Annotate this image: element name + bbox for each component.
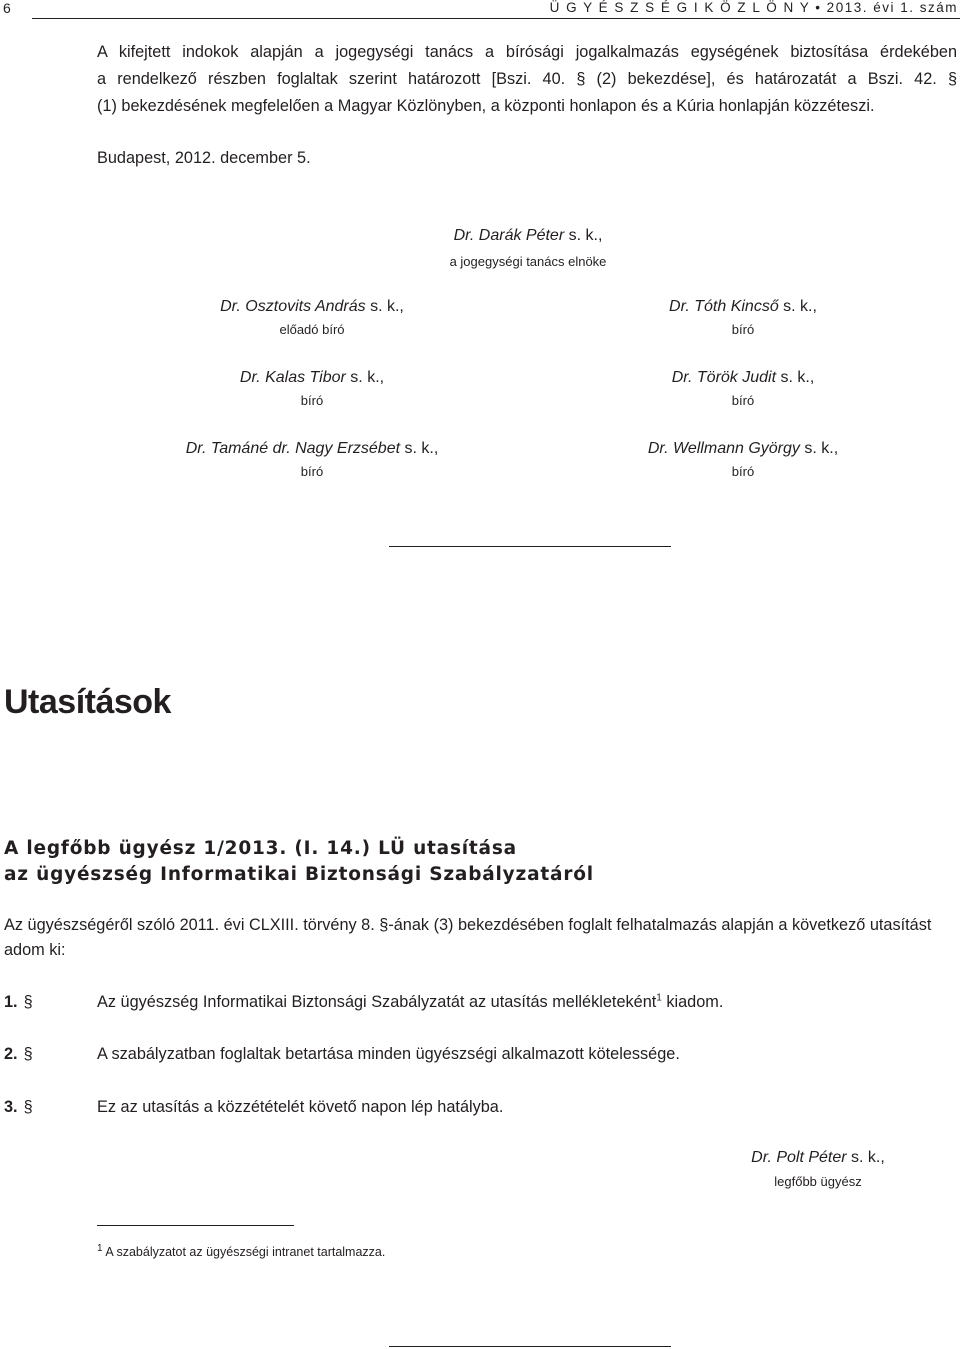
signer-role: bíró <box>731 464 755 479</box>
journal-header: Ü G Y É S Z S É G I K Ö Z L Ö N Y • 2013. évi 1. szám <box>549 0 958 15</box>
instruction-title-line-2: az ügyészség Informatikai Biztonsági Szabályzatáról <box>4 864 594 885</box>
item-text-1 <box>97 990 723 1014</box>
page-number: 6 <box>3 0 11 16</box>
footnote-ref: 1 <box>656 992 662 1004</box>
signer-suffix: s. k., <box>778 298 817 315</box>
signature-left-3 <box>152 439 472 479</box>
signer-name: Dr. Darák Péter <box>453 227 565 244</box>
signer-role: bíró <box>300 464 324 479</box>
signer-suffix: s. k., <box>345 369 385 386</box>
item-num: 1. <box>4 993 18 1011</box>
footnote <box>97 1242 386 1259</box>
signer-role: bíró <box>731 322 755 337</box>
signature-chair <box>368 226 688 269</box>
closing-paragraph-line-2: a rendelkező részben foglaltak szerint határozott [Bszi. 40. § (2) bekezdése], és határozatát a Bszi. 42. § <box>97 70 957 88</box>
signature-right-3 <box>583 439 903 479</box>
header-rule <box>32 18 960 19</box>
signature-left-1 <box>152 297 472 337</box>
signer-name: Dr. Tamáné dr. Nagy Erzsébet <box>185 440 401 457</box>
item-number-2 <box>4 1042 33 1066</box>
signer-role: a jogegységi tanács elnöke <box>449 254 607 269</box>
signer-name: Dr. Polt Péter <box>751 1149 847 1166</box>
signer-role: előadó bíró <box>279 322 345 337</box>
item-text-3: Ez az utasítás a közzétételét követő napon lép hatályba. <box>97 1098 504 1116</box>
preamble-line-1: Az ügyészségéről szóló 2011. évi CLXIII. törvény 8. §-ának (3) bekezdésében foglalt felhatalmazás alapján a következő utasítást <box>4 916 932 934</box>
signer-name: Dr. Török Judit <box>671 369 777 386</box>
signer-role: legfőbb ügyész <box>774 1174 862 1189</box>
section-sign: § <box>23 1045 33 1063</box>
preamble-line-2: adom ki: <box>4 941 66 959</box>
footnote-rule <box>97 1225 294 1226</box>
signer-suffix: s. k., <box>799 440 839 457</box>
footnote-text: A szabályzatot az ügyészségi intranet tartalmazza. <box>102 1245 386 1259</box>
signer-name: Dr. Kalas Tibor <box>239 369 346 386</box>
section-separator <box>389 546 671 547</box>
closing-paragraph-line-3: (1) bekezdésének megfelelően a Magyar Közlönyben, a központi honlapon és a Kúria honlapján közzéteszi. <box>97 97 875 115</box>
instruction-title-line-1: A legfőbb ügyész 1/2013. (I. 14.) LÜ utasítása <box>4 838 517 859</box>
signature-right-2 <box>583 368 903 408</box>
signer-suffix: s. k., <box>365 298 404 315</box>
item-number-1 <box>4 990 33 1014</box>
item-num: 3. <box>4 1098 18 1116</box>
signer-role: bíró <box>731 393 755 408</box>
closing-paragraph-line-1: A kifejtett indokok alapján a jogegységi tanács a bírósági jogalkalmazás egységének biztosítása érdekében <box>97 43 957 61</box>
section-sign: § <box>23 1098 33 1116</box>
signer-suffix: s. k., <box>400 440 439 457</box>
signer-name: Dr. Tóth Kincső <box>669 298 779 315</box>
signer-suffix: s. k., <box>564 227 603 244</box>
section-sign: § <box>23 993 33 1011</box>
signer-suffix: s. k., <box>776 369 815 386</box>
item-number-3 <box>4 1095 33 1119</box>
item-num: 2. <box>4 1045 18 1063</box>
section-title: Utasítások <box>4 683 171 721</box>
footnote-marker: 1 <box>97 1242 103 1254</box>
place-and-date: Budapest, 2012. december 5. <box>97 149 311 167</box>
item-text-2: A szabályzatban foglaltak betartása minden ügyészségi alkalmazott kötelessége. <box>97 1045 680 1063</box>
item-text: Az ügyészség Informatikai Biztonsági Szabályzatát az utasítás mellékleteként <box>97 993 657 1011</box>
bottom-separator <box>389 1346 671 1347</box>
signer-suffix: s. k., <box>846 1149 885 1166</box>
signature-right-1 <box>583 297 903 337</box>
signer-role: bíró <box>300 393 324 408</box>
signature-left-2 <box>152 368 472 408</box>
item-text-after: kiadom. <box>661 993 724 1011</box>
signer-name: Dr. Wellmann György <box>647 440 800 457</box>
signer-name: Dr. Osztovits András <box>220 298 366 315</box>
signature-prosecutor-general <box>658 1148 960 1189</box>
